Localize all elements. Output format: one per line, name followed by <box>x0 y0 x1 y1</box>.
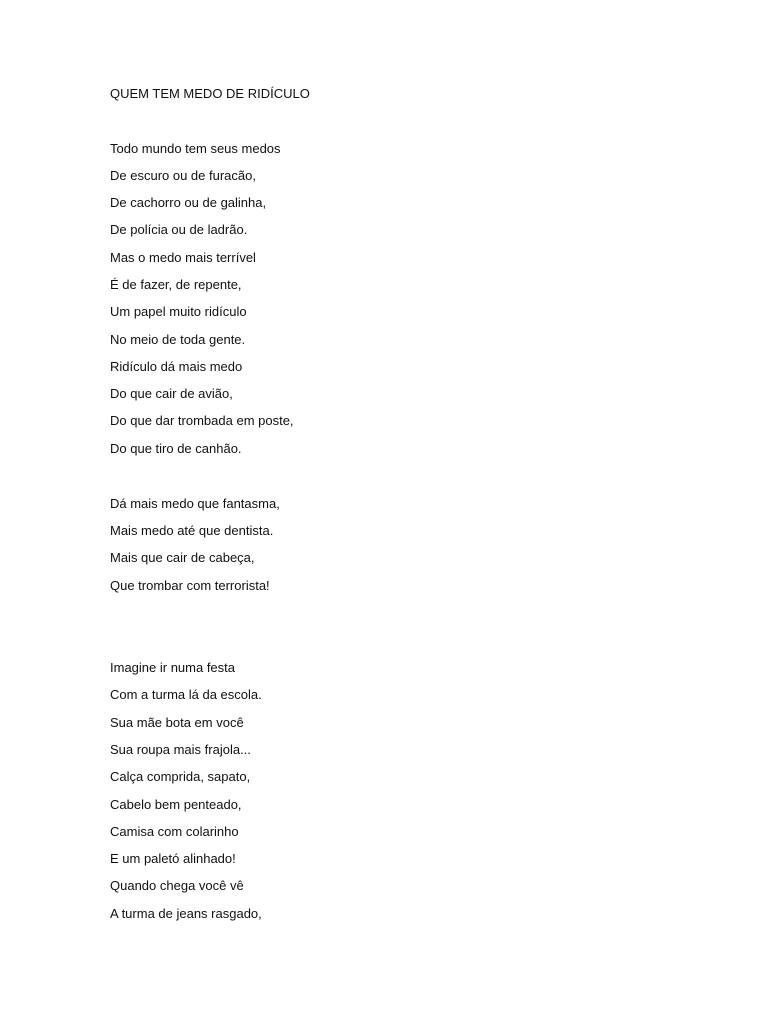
poem-line: Sua roupa mais frajola... <box>110 742 251 757</box>
poem-line: Do que dar trombada em poste, <box>110 413 294 428</box>
poem-line: Do que cair de avião, <box>110 386 233 401</box>
poem-line: De escuro ou de furacão, <box>110 168 256 183</box>
poem-line: E um paletó alinhado! <box>110 851 236 866</box>
poem-line: É de fazer, de repente, <box>110 277 242 292</box>
poem-line: No meio de toda gente. <box>110 332 246 347</box>
poem-line: Imagine ir numa festa <box>110 660 236 675</box>
poem-line: Com a turma lá da escola. <box>110 687 262 702</box>
poem-line: Mais medo até que dentista. <box>110 523 274 538</box>
poem-line: Ridículo dá mais medo <box>110 359 243 374</box>
poem-line: Camisa com colarinho <box>110 824 239 839</box>
poem-line: Dá mais medo que fantasma, <box>110 496 280 511</box>
poem-line: A turma de jeans rasgado, <box>110 906 262 921</box>
poem-line: Sua mãe bota em você <box>110 715 244 730</box>
poem-line: Mas o medo mais terrível <box>110 250 256 265</box>
poem-line: Mais que cair de cabeça, <box>110 550 255 565</box>
poem-title: QUEM TEM MEDO DE RIDÍCULO <box>110 86 310 101</box>
poem-line: Todo mundo tem seus medos <box>110 141 281 156</box>
poem-line: Um papel muito ridículo <box>110 304 247 319</box>
poem-line: Do que tiro de canhão. <box>110 441 242 456</box>
poem-line: De cachorro ou de galinha, <box>110 195 267 210</box>
poem-line: Que trombar com terrorista! <box>110 578 270 593</box>
poem-line: De polícia ou de ladrão. <box>110 222 248 237</box>
poem-line: Calça comprida, sapato, <box>110 769 251 784</box>
poem-line: Cabelo bem penteado, <box>110 797 242 812</box>
poem-line: Quando chega você vê <box>110 878 244 893</box>
